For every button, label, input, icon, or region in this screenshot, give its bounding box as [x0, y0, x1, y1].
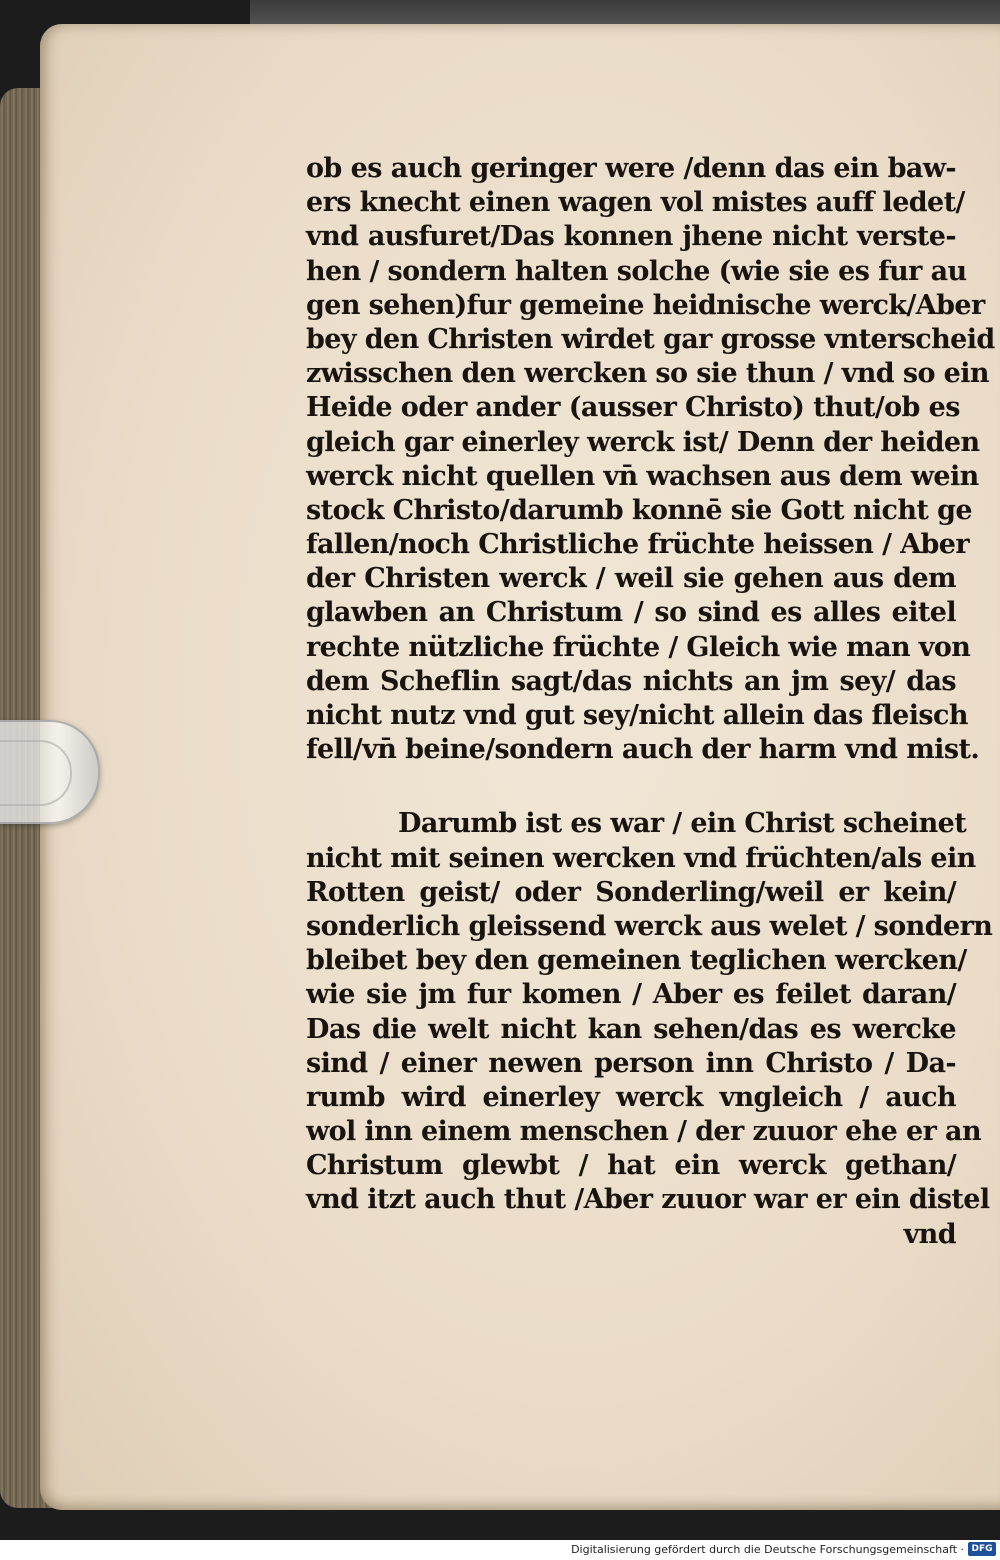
text-line: der Christen werck / weil sie gehen aus dem: [306, 563, 956, 595]
text-line: ob es auch geringer were /denn das ein baw-: [306, 153, 956, 184]
text-line: vnd ausfuret/Das konnen jhene nicht verste-: [306, 221, 956, 253]
text-line: nicht nutz vnd gut sey/nicht allein das fleisch: [306, 700, 968, 731]
text-line: Rotten geist/ oder Sonderling/weil er kein/: [306, 876, 956, 908]
text-line: fell/vn̄ beine/sondern auch der harm vnd mist.: [306, 734, 980, 766]
paragraph-1: [306, 152, 995, 767]
text-line: gleich gar einerley werck ist/ Denn der heiden: [306, 426, 980, 458]
text-line: dem Scheflin sagt/das nichts an jm sey/ das: [306, 665, 956, 697]
text-line: wol inn einem menschen / der zuuor ehe er an: [306, 1116, 981, 1148]
text-line: sonderlich gleissend werck aus welet / sondern: [306, 910, 993, 942]
page-clip: [0, 720, 100, 824]
text-line: werck nicht quellen vn̄ wachsen aus dem wein: [306, 460, 979, 492]
text-line: glawben an Christum / so sind es alles eitel: [306, 597, 956, 629]
text-line: sind / einer newen person inn Christo / Da-: [306, 1047, 956, 1079]
text-line: nicht mit seinen wercken vnd früchten/als ein: [306, 842, 976, 874]
text-line: vnd itzt auch thut /Aber zuuor war er ein distel: [306, 1184, 990, 1216]
paragraph-gap: [306, 767, 956, 807]
text-line: zwisschen den wercken so sie thun / vnd so ein: [306, 358, 989, 390]
text-line: fallen/noch Christliche früchte heissen / Aber: [306, 529, 969, 561]
text-line: bleibet bey den gemeinen teglichen wercken/: [306, 945, 967, 977]
text-line: hen / sondern halten solche (wie sie es fur au: [306, 255, 967, 287]
text-line: bey den Christen wirdet gar grosse vnterscheid: [306, 323, 995, 355]
text-line: rumb wird einerley werck vngleich / auch: [306, 1081, 956, 1113]
text-line: Darumb ist es war / ein Christ scheinet: [398, 808, 967, 840]
footer-bar: [0, 1540, 1000, 1560]
text-line: Heide oder ander (ausser Christo) thut/ob es: [306, 392, 960, 424]
text-line: Christum glewbt / hat ein werck gethan/: [306, 1150, 956, 1182]
text-line: rechte nützliche früchte / Gleich wie man von: [306, 631, 971, 663]
text-line: stock Christo/darumb konnē sie Gott nicht ge: [306, 494, 972, 526]
text-line: wie sie jm fur komen / Aber es feilet daran/: [306, 979, 956, 1011]
text-line: gen sehen)fur gemeine heidnische werck/Aber: [306, 289, 985, 321]
dfg-logo: DFG: [968, 1542, 996, 1556]
text-line: Das die welt nicht kan sehen/das es wercke: [306, 1013, 956, 1045]
catchword: vnd: [903, 1218, 956, 1250]
page-clip-inner: [0, 740, 72, 806]
funding-credit: Digitalisierung gefördert durch die Deutsche Forschungsgemeinschaft ·: [571, 1543, 964, 1556]
page-text: [306, 152, 995, 1252]
text-line: ers knecht einen wagen vol mistes auff ledet/: [306, 187, 965, 219]
paragraph-2: [306, 807, 993, 1217]
